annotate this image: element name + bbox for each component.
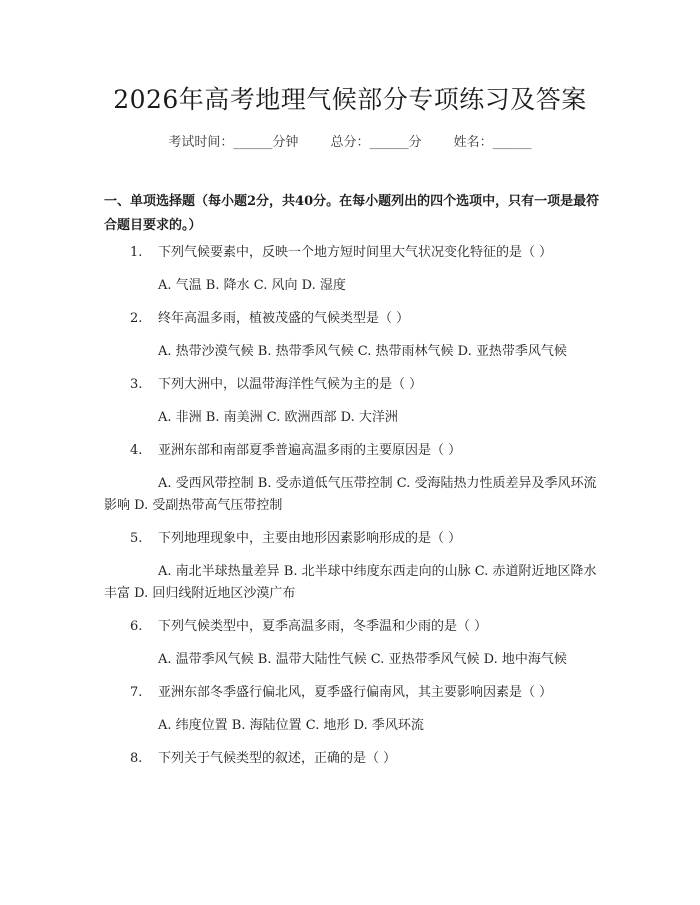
question-item — [104, 440, 600, 517]
question-list — [104, 242, 600, 781]
question-stem: 下列气候类型中，夏季高温多雨，冬季温和少雨的是（ ） — [158, 619, 488, 634]
question-number: 5. — [130, 531, 143, 546]
exam-info-line — [0, 131, 700, 150]
question-item — [104, 374, 600, 429]
question-stem: 亚洲东部冬季盛行偏北风，夏季盛行偏南风，其主要影响因素是（ ） — [158, 685, 553, 700]
question-options: A. 纬度位置 B. 海陆位置 C. 地形 D. 季风环流 — [158, 718, 424, 733]
exam-time-field: 考试时间：______分钟 — [168, 135, 299, 150]
question-options: A. 热带沙漠气候 B. 热带季风气候 C. 热带雨林气候 D. 亚热带季风气候 — [158, 344, 567, 359]
question-number: 4. — [130, 443, 143, 458]
student-name-field: 姓名：______ — [453, 135, 532, 150]
question-number: 3. — [130, 377, 143, 392]
question-item — [104, 616, 600, 671]
question-number: 1. — [130, 245, 143, 260]
total-score-field: 总分：______分 — [330, 135, 422, 150]
question-stem: 下列大洲中，以温带海洋性气候为主的是（ ） — [158, 377, 423, 392]
section-heading: 一、单项选择题（每小题2分，共40分。在每小题列出的四个选项中，只有一项是最符合题目要求的。） — [104, 194, 600, 233]
question-options: A. 气温 B. 降水 C. 风向 D. 湿度 — [158, 278, 346, 293]
question-options: A. 南北半球热量差异 B. 北半球中纬度东西走向的山脉 C. 赤道附近地区降水丰富 D. 回归线附近地区沙漠广布 — [104, 564, 597, 601]
question-stem: 下列关于气候类型的叙述，正确的是（ ） — [158, 751, 397, 766]
question-number: 8. — [130, 751, 143, 766]
question-item — [104, 748, 600, 770]
document-title: 2026年高考地理气候部分专项练习及答案 — [113, 85, 587, 114]
question-options: A. 非洲 B. 南美洲 C. 欧洲西部 D. 大洋洲 — [158, 410, 398, 425]
question-item — [104, 242, 600, 297]
question-number: 7. — [130, 685, 143, 700]
question-number: 6. — [130, 619, 143, 634]
question-stem: 终年高温多雨，植被茂盛的气候类型是（ ） — [158, 311, 410, 326]
question-item — [104, 528, 600, 605]
question-options: A. 温带季风气候 B. 温带大陆性气候 C. 亚热带季风气候 D. 地中海气候 — [158, 652, 567, 667]
question-item — [104, 682, 600, 737]
question-item — [104, 308, 600, 363]
question-stem: 亚洲东部和南部夏季普遍高温多雨的主要原因是（ ） — [158, 443, 462, 458]
question-stem: 下列气候要素中，反映一个地方短时间里大气状况变化特征的是（ ） — [158, 245, 553, 260]
question-stem: 下列地理现象中，主要由地形因素影响形成的是（ ） — [158, 531, 462, 546]
question-options: A. 受西风带控制 B. 受赤道低气压带控制 C. 受海陆热力性质差异及季风环流影响 D. 受副热带高气压带控制 — [104, 476, 597, 513]
question-number: 2. — [130, 311, 143, 326]
